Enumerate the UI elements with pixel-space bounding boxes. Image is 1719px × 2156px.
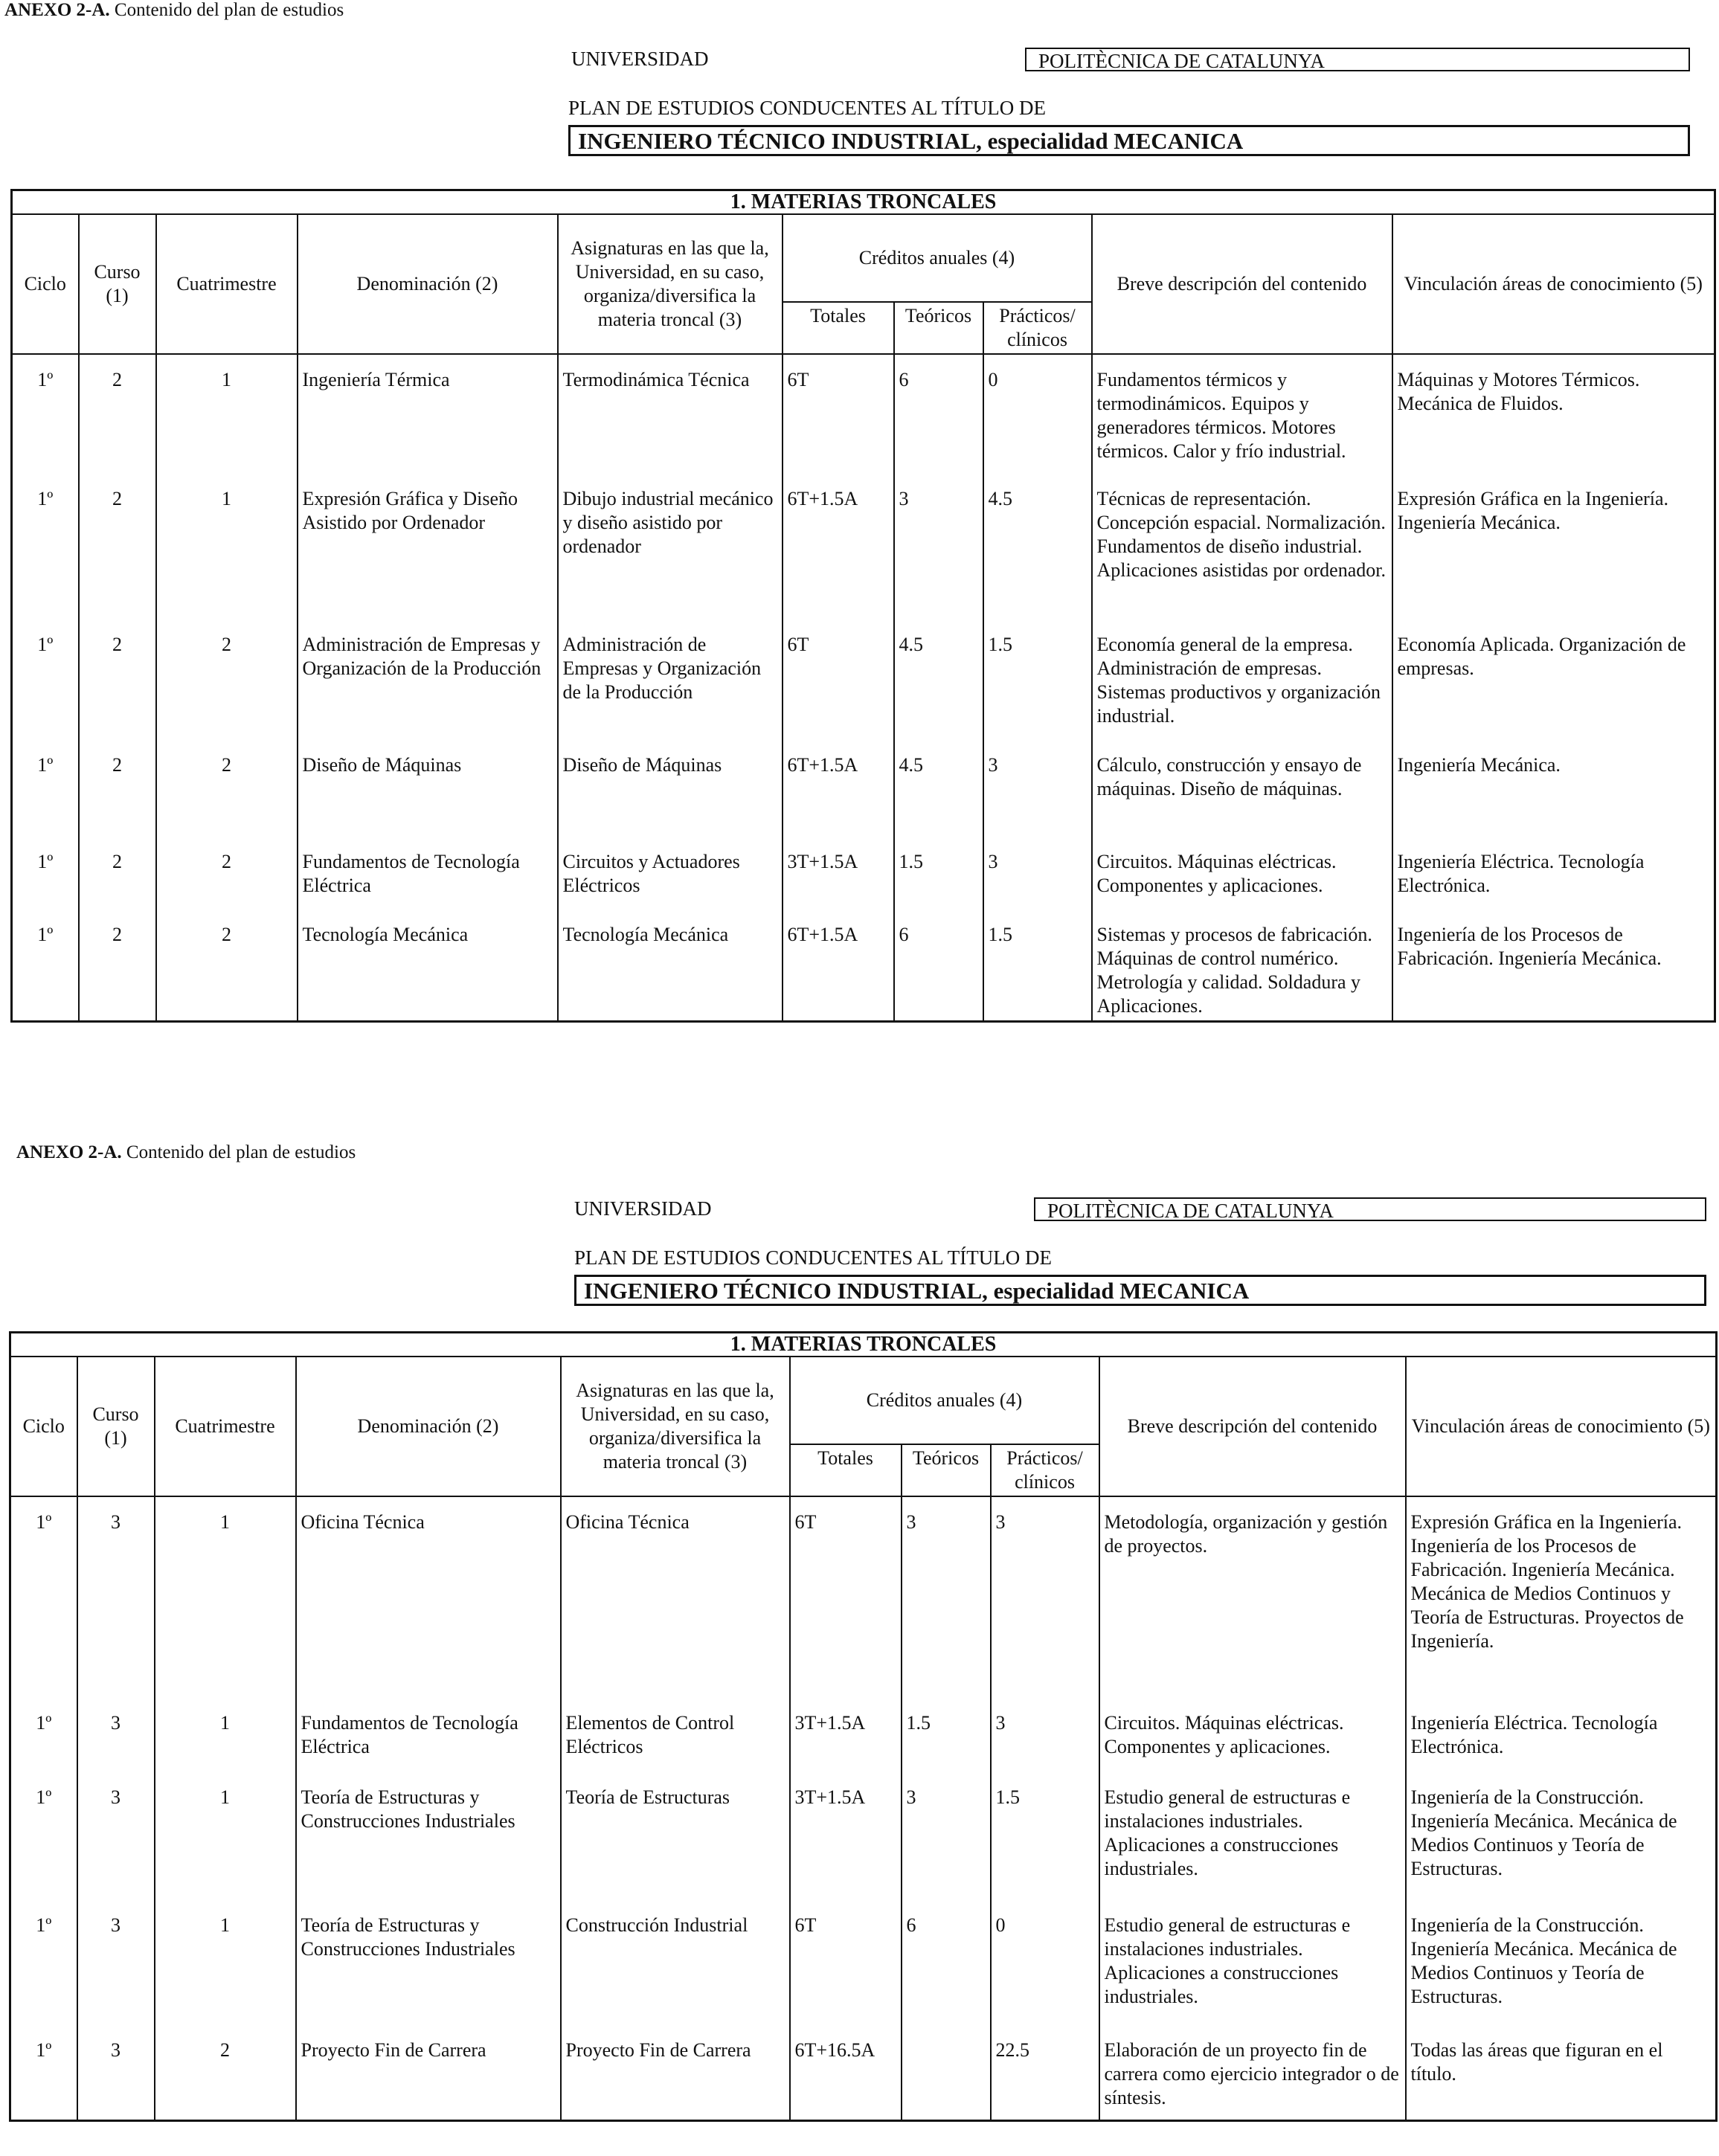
materias-table (9, 1331, 1718, 2122)
table-row: 1º 3 1 Teoría de Estructuras y Construcciones Industriales Teoría de Estructuras 3T+1.5A 3 1.5 Estudio general de estructuras e instalaciones industriales. Aplicaciones a construcciones industriales. Ingeniería de la Construcción. Ingeniería Mecánica. Mecánica de Medios Continuos y Teoría de Estructuras. (10, 1784, 1717, 1912)
titulo-box: INGENIERO TÉCNICO INDUSTRIAL, especialidad MECANICA (568, 125, 1690, 156)
anexo-heading: ANEXO 2-A. Contenido del plan de estudios (16, 1142, 356, 1162)
header-ciclo: Ciclo (12, 214, 79, 354)
table-row: 1º 2 1 Expresión Gráfica y Diseño Asistido por Ordenador Dibujo industrial mecánico y diseño asistido por ordenador 6T+1.5A 3 4.5 Técnicas de representación. Concepción espacial. Normalización. Fundamentos de diseño industrial. Aplicaciones asistidas por ordenador. Expresión Gráfica en la Ingeniería. Ingeniería Mecánica. (12, 486, 1715, 631)
header-asignaturas: Asignaturas en las que la, Universidad, en su caso, organiza/diversifica la materia troncal (3) (558, 214, 783, 354)
header-creditos: Créditos anuales (4) (783, 214, 1092, 302)
materias-table (10, 189, 1716, 1023)
table-row: 1º 2 2 Administración de Empresas y Organización de la Producción Administración de Empresas y Organización de la Producción 6T 4.5 1.5 Economía general de la empresa. Administración de empresas. Sistemas productivos y organización industrial. Economía Aplicada. Organización de empresas. (12, 631, 1715, 752)
header-curso: Curso (1) (77, 1357, 155, 1496)
table-row: 1º 2 2 Fundamentos de Tecnología Eléctrica Circuitos y Actuadores Eléctricos 3T+1.5A 1.5 3 Circuitos. Máquinas eléctricas. Componentes y aplicaciones. Ingeniería Eléctrica. Tecnología Electrónica. (12, 849, 1715, 921)
table-row: 1º 2 1 Ingeniería Térmica Termodinámica Técnica 6T 6 0 Fundamentos térmicos y termodinámicos. Equipos y generadores térmicos. Motores térmicos. Calor y frío industrial. Máquinas y Motores Térmicos. Mecánica de Fluidos. (12, 367, 1715, 486)
header-cuatrimestre: Cuatrimestre (156, 214, 298, 354)
universidad-value: POLITÈCNICA DE CATALUNYA (1034, 1197, 1706, 1221)
table-row: 1º 3 1 Teoría de Estructuras y Construcciones Industriales Construcción Industrial 6T 6 0 Estudio general de estructuras e instalaciones industriales. Aplicaciones a construcciones industriales. Ingeniería de la Construcción. Ingeniería Mecánica. Mecánica de Medios Continuos y Teoría de Estructuras. (10, 1912, 1717, 2037)
universidad-label: UNIVERSIDAD (574, 1197, 712, 1220)
header-asignaturas: Asignaturas en las que la, Universidad, en su caso, organiza/diversifica la materia troncal (3) (561, 1357, 790, 1496)
header-teoricos: Teóricos (902, 1444, 991, 1496)
header-descripcion: Breve descripción del contenido (1099, 1357, 1406, 1496)
plan-label: PLAN DE ESTUDIOS CONDUCENTES AL TÍTULO DE (574, 1246, 1052, 1269)
table-row: 1º 2 2 Diseño de Máquinas Diseño de Máquinas 6T+1.5A 4.5 3 Cálculo, construcción y ensayo de máquinas. Diseño de máquinas. Ingeniería Mecánica. (12, 752, 1715, 849)
header-curso: Curso (1) (79, 214, 156, 354)
header-totales: Totales (790, 1444, 902, 1496)
header-vinculacion: Vinculación áreas de conocimiento (5) (1392, 214, 1715, 354)
table-title: 1. MATERIAS TRONCALES (10, 1333, 1717, 1357)
header-cuatrimestre: Cuatrimestre (155, 1357, 296, 1496)
header-denominacion: Denominación (2) (298, 214, 558, 354)
table-row: 1º 3 2 Proyecto Fin de Carrera Proyecto Fin de Carrera 6T+16.5A 22.5 Elaboración de un proyecto fin de carrera como ejercicio integrador o de síntesis. Todas las áreas que figuran en el título. (10, 2037, 1717, 2120)
header-vinculacion: Vinculación áreas de conocimiento (5) (1406, 1357, 1717, 1496)
table-row: 1º 3 1 Oficina Técnica Oficina Técnica 6T 3 3 Metodología, organización y gestión de proyectos. Expresión Gráfica en la Ingeniería. Ingeniería de los Procesos de Fabricación. Ingeniería Mecánica. Mecánica de Medios Continuos y Teoría de Estructuras. Proyectos de Ingeniería. (10, 1509, 1717, 1710)
universidad-value: POLITÈCNICA DE CATALUNYA (1025, 48, 1690, 71)
table-row: 1º 3 1 Fundamentos de Tecnología Eléctrica Elementos de Control Eléctricos 3T+1.5A 1.5 3 Circuitos. Máquinas eléctricas. Componentes y aplicaciones. Ingeniería Eléctrica. Tecnología Electrónica. (10, 1710, 1717, 1784)
header-teoricos: Teóricos (894, 302, 983, 354)
anexo-heading: ANEXO 2-A. Contenido del plan de estudios (4, 0, 344, 20)
header-practicos: Prácticos/ clínicos (983, 302, 1092, 354)
table-title: 1. MATERIAS TRONCALES (12, 190, 1715, 215)
universidad-label: UNIVERSIDAD (571, 48, 709, 70)
header-totales: Totales (783, 302, 894, 354)
header-practicos: Prácticos/ clínicos (991, 1444, 1099, 1496)
header-ciclo: Ciclo (10, 1357, 77, 1496)
header-descripcion: Breve descripción del contenido (1092, 214, 1392, 354)
header-denominacion: Denominación (2) (296, 1357, 561, 1496)
titulo-box: INGENIERO TÉCNICO INDUSTRIAL, especialidad MECANICA (574, 1275, 1706, 1306)
table-row: 1º 2 2 Tecnología Mecánica Tecnología Mecánica 6T+1.5A 6 1.5 Sistemas y procesos de fabricación. Máquinas de control numérico. Metrología y calidad. Soldadura y Aplicaciones. Ingeniería de los Procesos de Fabricación. Ingeniería Mecánica. (12, 921, 1715, 1021)
plan-label: PLAN DE ESTUDIOS CONDUCENTES AL TÍTULO DE (568, 97, 1046, 119)
header-creditos: Créditos anuales (4) (790, 1357, 1099, 1444)
